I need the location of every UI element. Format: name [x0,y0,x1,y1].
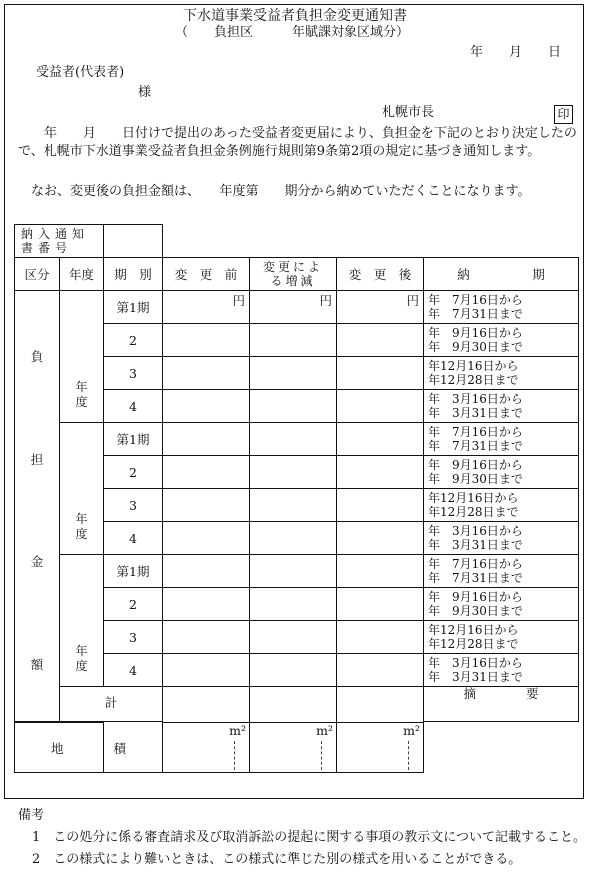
change-cell [250,621,337,654]
notice-number-label: 納入通知書番号 [15,225,104,258]
change-cell [250,522,337,555]
deadline-cell: 年12月16日から 年12月28日まで [424,357,579,390]
after-cell [337,654,424,687]
category-char: 負 [30,349,44,364]
seal-box: 印 [554,105,573,124]
before-cell [163,555,250,588]
payment-start-paragraph: なお、変更後の負担金額は、 年度第 期分から納めていただくことになります。 [18,184,531,199]
before-cell [163,324,250,357]
period-cell: 3 [104,621,163,654]
after-cell [337,555,424,588]
issue-date: 年 月 日 [470,45,562,60]
category-char: 額 [30,656,44,672]
note-item: 1 この処分に係る審査請求及び取消訴訟の提起に関する事項の教示文について記載すること。 [32,830,587,845]
total-before [163,687,250,723]
year-cell [60,291,104,423]
change-yen: 円 [250,291,337,324]
period-cell: 2 [104,456,163,489]
year-cell [60,555,104,687]
before-cell [163,588,250,621]
category-char: 担 [30,451,44,467]
before-cell [163,423,250,456]
change-cell [250,324,337,357]
form-subtitle: （ 負担区 年賦課対象区域分） [175,25,410,40]
area-divider [321,741,322,770]
header-period: 期 別 [104,258,163,291]
header-year: 年度 [60,258,104,291]
change-cell [250,654,337,687]
header-before: 変 更 前 [163,258,250,291]
deadline-cell: 年 9月16日から 年 9月30日まで [424,324,579,357]
total-change [250,687,337,723]
period-cell: 4 [104,654,163,687]
remarks-label: 摘 要 [424,687,579,722]
deadline-cell: 年 7月16日から 年 7月31日まで [424,423,579,456]
deadline-cell: 年 3月16日から 年 3月31日まで [424,390,579,423]
change-cell [250,423,337,456]
area-divider [234,741,235,770]
total-label: 計 [60,687,163,722]
period-cell: 3 [104,489,163,522]
after-cell [337,489,424,522]
deadline-cell: 年 9月16日から 年 9月30日まで [424,456,579,489]
before-cell [163,489,250,522]
change-cell [250,456,337,489]
period-cell: 2 [104,324,163,357]
area-after [337,723,424,773]
notice-number-value [104,225,163,258]
before-cell [163,621,250,654]
charge-table [14,257,579,773]
before-cell [163,390,250,423]
area-unit: m² [316,723,333,738]
year-cell-label: 年度 [75,512,88,541]
area-unit: m² [403,723,420,738]
header-category: 区分 [15,258,60,291]
header-after: 変 更 後 [337,258,424,291]
year-cell-label: 年度 [75,380,88,409]
notes-section [18,805,588,871]
change-cell [250,588,337,621]
before-cell [163,522,250,555]
period-cell: 2 [104,588,163,621]
deadline-cell: 年12月16日から 年12月28日まで [424,621,579,654]
after-cell [337,621,424,654]
period-cell: 第1期 [104,555,163,588]
area-change [250,723,337,773]
total-after [337,687,424,723]
period-cell: 4 [104,390,163,423]
deadline-cell: 年 3月16日から 年 3月31日まで [424,522,579,555]
period-cell: 3 [104,357,163,390]
notice-paragraph: 年 月 日付けで提出のあった受益者変更届により、負担金を下記のとおり決定したので、札幌市下水道事業受益者負担金条例施行規則第9条第2項の規定に基づき通知します。 [18,126,577,159]
deadline-cell: 年 7月16日から 年 7月31日まで [424,555,579,588]
category-column [15,291,60,722]
deadline-cell: 年12月16日から 年12月28日まで [424,489,579,522]
notice-number-table [14,224,163,258]
after-cell [337,324,424,357]
before-yen: 円 [163,291,250,324]
category-char: 金 [30,554,44,569]
before-cell [163,654,250,687]
change-cell [250,489,337,522]
honorific: 様 [138,85,152,100]
before-cell [163,357,250,390]
change-cell [250,390,337,423]
issuer-name: 札幌市長 [382,105,435,120]
area-unit: m² [229,723,246,738]
after-cell [337,390,424,423]
after-cell [337,423,424,456]
recipient-label: 受益者(代表者) [36,65,125,80]
deadline-cell: 年 9月16日から 年 9月30日まで [424,588,579,621]
change-cell [250,357,337,390]
year-cell-label: 年度 [75,644,88,673]
period-cell: 第1期 [104,423,163,456]
area-label: 地 積 [15,723,163,773]
area-before [163,723,250,773]
after-cell [337,522,424,555]
header-deadline: 納 期 [424,258,579,291]
deadline-cell: 年 3月16日から 年 3月31日まで [424,654,579,687]
deadline-cell: 年 7月16日から 年 7月31日まで [424,291,579,324]
period-cell: 第1期 [104,291,163,324]
form-title: 下水道事業受益者負担金変更通知書 [183,8,407,24]
after-yen: 円 [337,291,424,324]
after-cell [337,588,424,621]
after-cell [337,456,424,489]
notes-heading: 備考 [18,808,45,823]
note-item: 2 この様式により難いときは、この様式に準じた別の様式を用いることができる。 [32,852,522,867]
period-cell: 4 [104,522,163,555]
before-cell [163,456,250,489]
change-cell [250,555,337,588]
area-divider [408,741,409,770]
header-change: 変更による増減 [250,258,337,291]
after-cell [337,357,424,390]
year-cell [60,423,104,555]
